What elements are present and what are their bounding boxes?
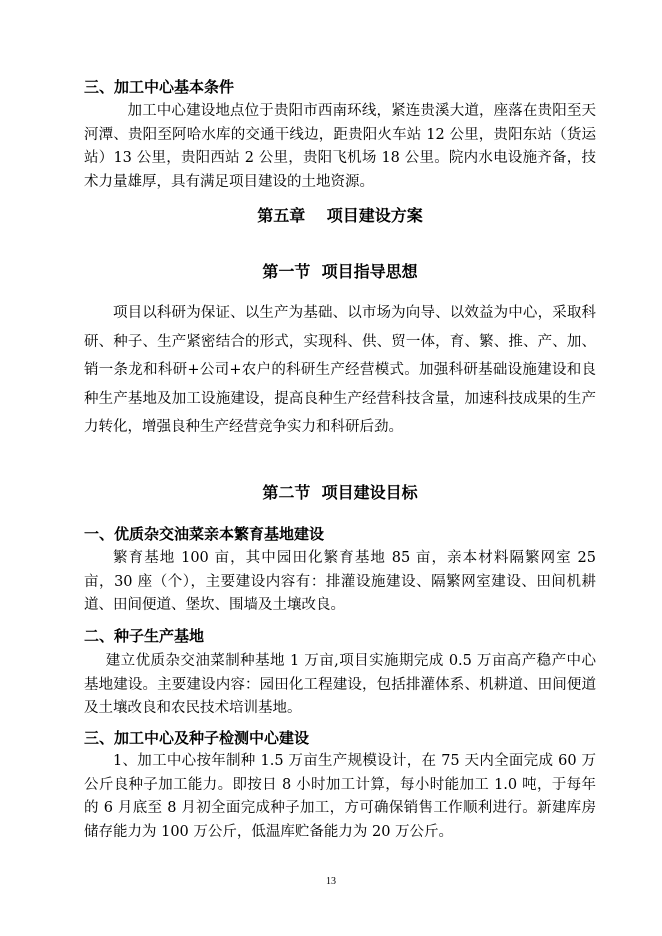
section-3-body: 加工中心建设地点位于贵阳市西南环线，紧连贵溪大道，座落在贵阳至天河潭、贵阳至阿哈水库的交通干线边，距贵阳火车站 12 公里，贵阳东站（货运站）13 公里，贵阳西站 2 公里，贵阳飞机场 18 公里。院内水电设施齐备，技术力量雄厚，具有满足项目建设的土地资源。 [84, 103, 596, 190]
item-2-body: 建立优质杂交油菜制种基地 1 万亩,项目实施期完成 0.5 万亩高产稳产中心基地建设。主要建设内容：园田化工程建设，包括排灌体系、机耕道、田间便道及土壤改良和农民技术培训基地。 [84, 653, 596, 716]
page-number: 13 [326, 876, 336, 887]
section-2-title: 第二节 项目建设目标 [262, 483, 418, 502]
item-1-heading: 一、优质杂交油菜亲本繁育基地建设 [84, 525, 325, 543]
chapter-title: 第五章 项目建设方案 [257, 206, 423, 225]
item-2-heading: 二、种子生产基地 [84, 627, 205, 645]
item-1-body: 繁育基地 100 亩，其中园田化繁育基地 85 亩，亲本材料隔繁网室 25 亩，30 座（个），主要建设内容有：排灌设施建设、隔繁网室建设、田间机耕道、田间便道、堡坎、围墙及土壤改良。 [84, 550, 596, 613]
section-3-title: 三、加工中心基本条件 [84, 78, 235, 96]
section-1-body: 项目以科研为保证、以生产为基础、以市场为向导、以效益为中心，采取科研、种子、生产紧密结合的形式，实现科、供、贸一体，育、繁、推、产、加、销一条龙和科研+公司+农户的科研生产经营模式。加强科研基础设施建设和良种生产基地及加工设施建设，提高良种生产经营科技含量，加速科技成果的生产力转化，增强良种生产经营竞争实力和科研后劲。 [84, 305, 596, 435]
item-3-body: 1、加工中心按年制种 1.5 万亩生产规模设计，在 75 天内全面完成 60 万公斤良种子加工能力。即按日 8 小时加工计算，每小时能加工 1.0 吨，于每年的 6 月底至 8 月初全面完成种子加工，方可确保销售工作顺利进行。新建库房储存能力为 100 万公斤，低温库贮备能力为 20 万公斤。 [84, 753, 596, 840]
section-1-title: 第一节 项目指导思想 [262, 262, 418, 281]
item-3-heading: 三、加工中心及种子检测中心建设 [84, 729, 310, 747]
